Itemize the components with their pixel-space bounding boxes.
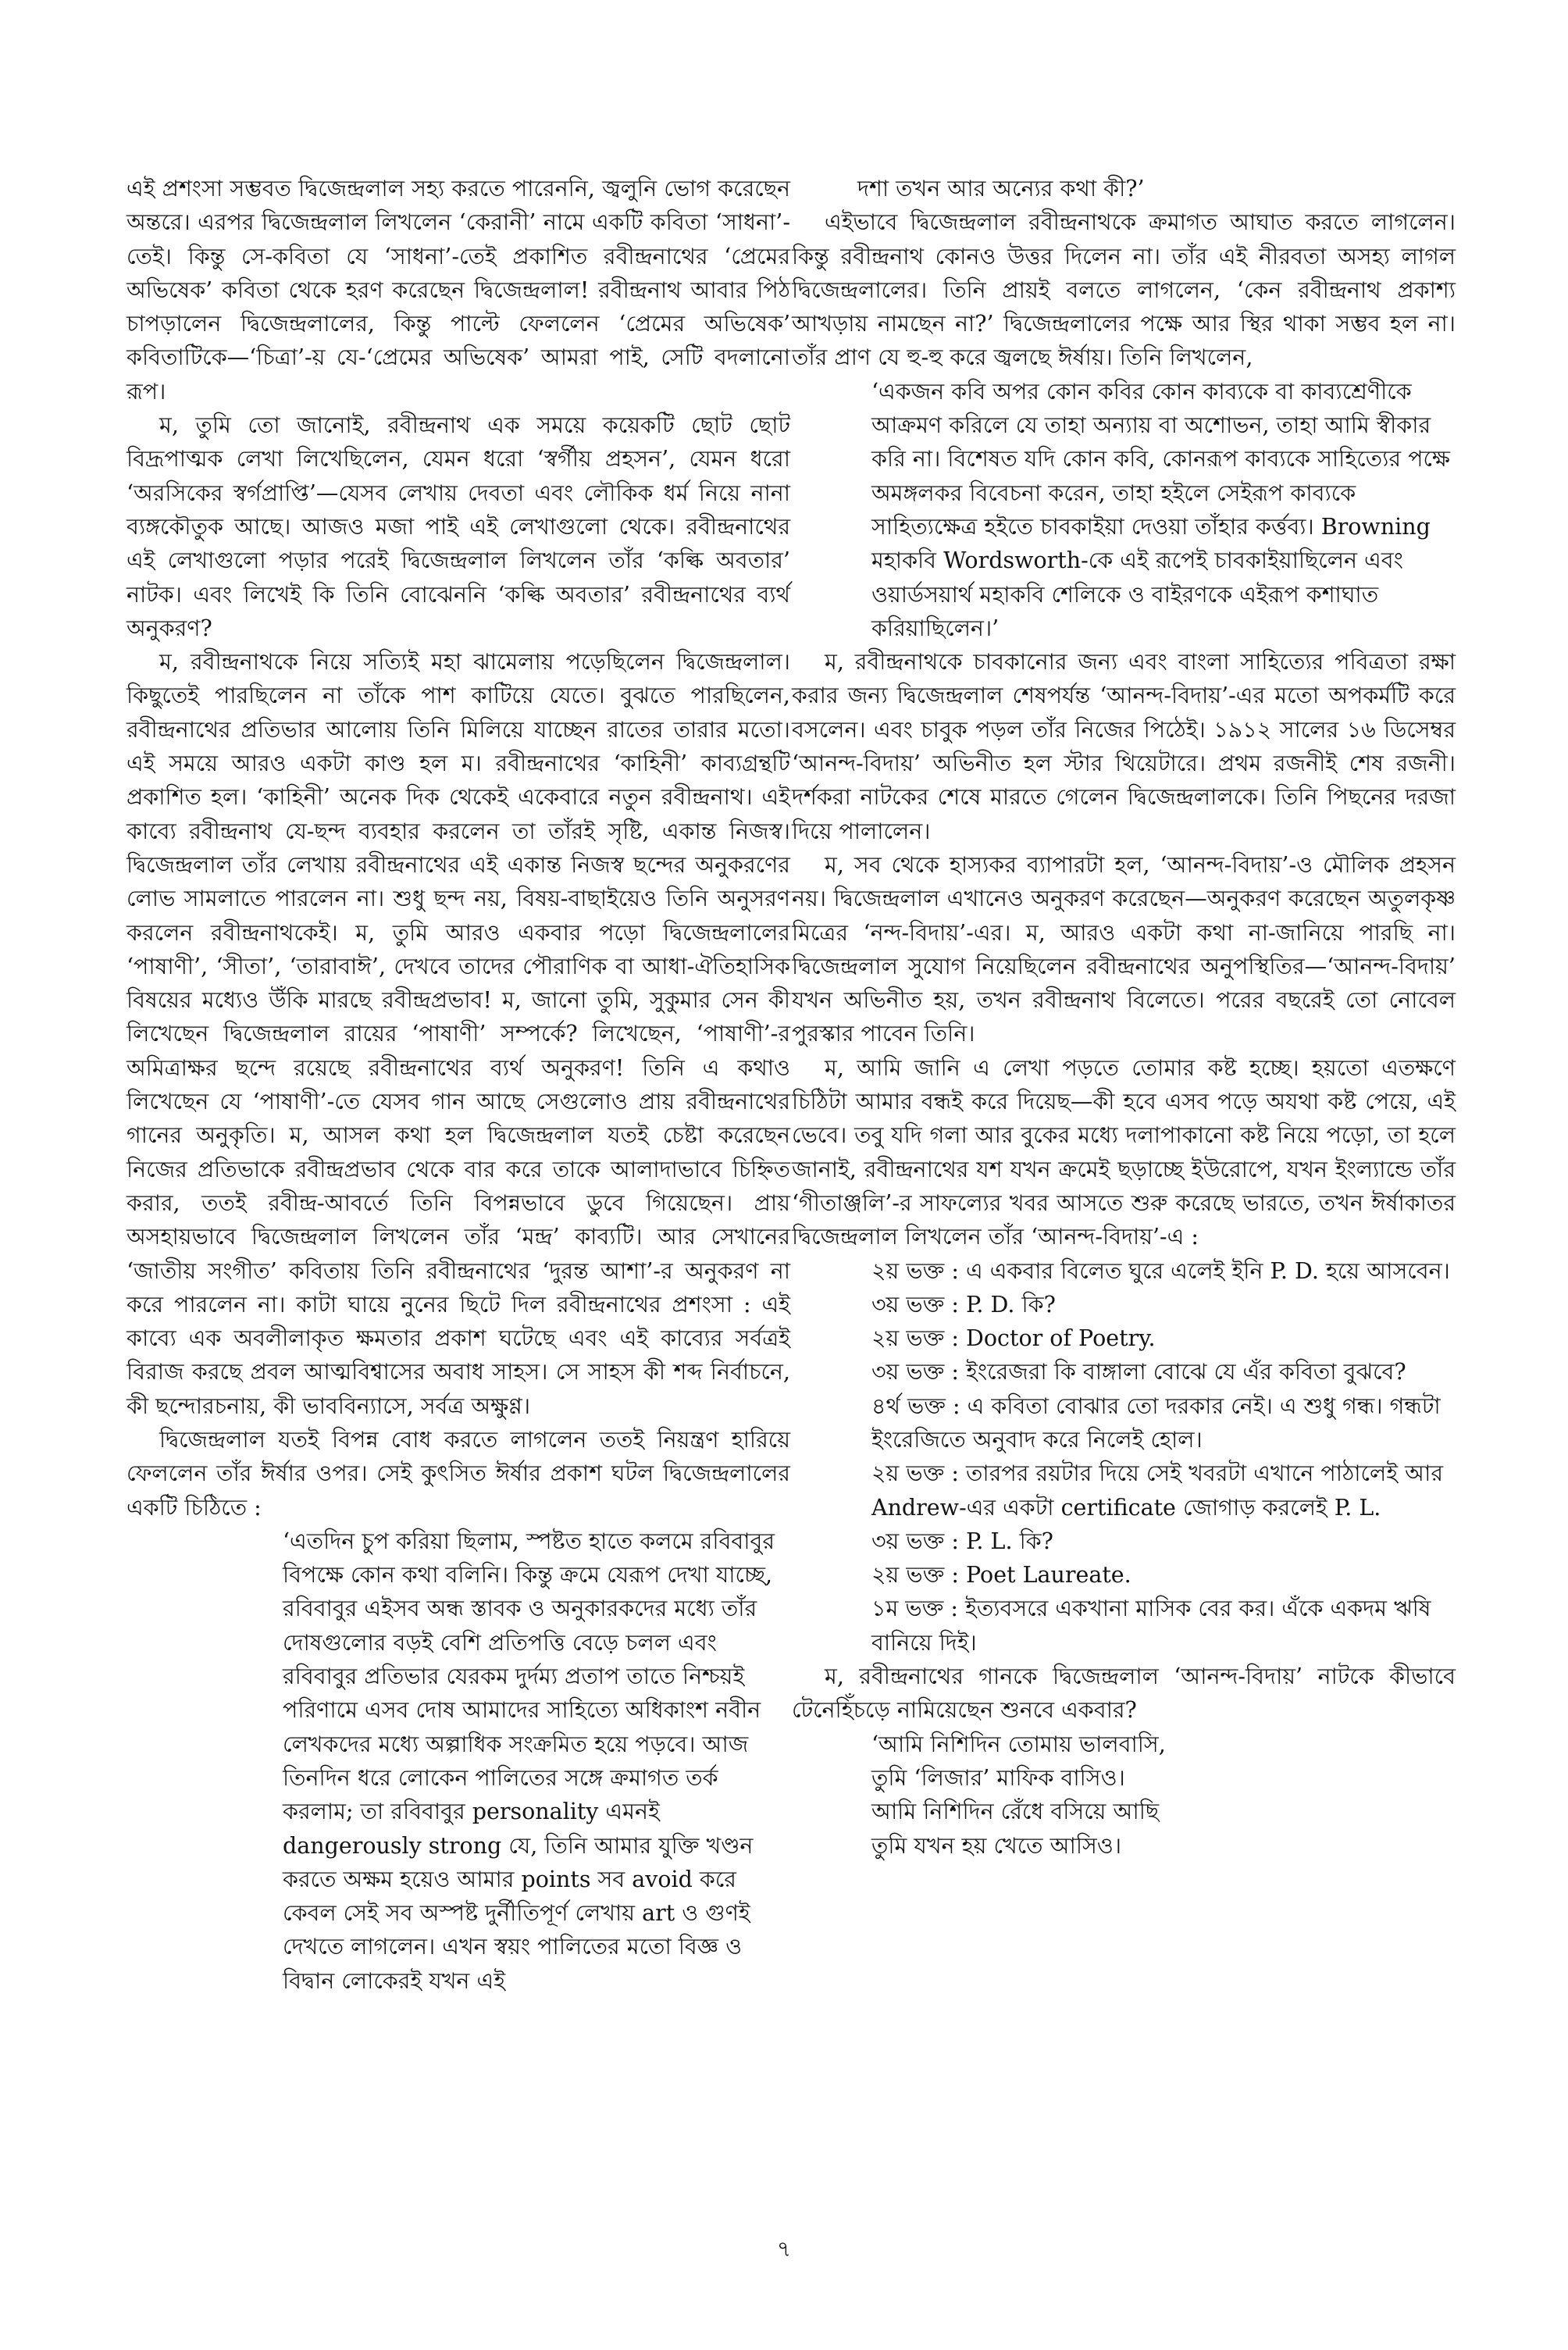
song-parody [871,1728,1456,1863]
paragraph: ম, রবীন্দ্রনাথকে চাবকানোর জন্য এবং বাংলা সাহিত্যের পবিত্রতা রক্ষা করার জন্য দ্বিজেন্দ্রলাল শেষপর্যন্ত ‘আনন্দ-বিদায়’-এর মতো অপকর্মটি করে বসলেন। এবং চাবুক পড়ল তাঁর নিজের পিঠেই। ১৯১২ সালের ১৬ ডিসেম্বর ‘আনন্দ-বিদায়’ অভিনীত হল স্টার থিয়েটারে। প্রথম রজনীই শেষ রজনী। দর্শকরা নাটকের শেষে মারতে গেলেন দ্বিজেন্দ্রলালকে। তিনি পিছনের দরজা দিয়ে পালালেন। [792,649,1456,844]
block-quote-browning: ‘একজন কবি অপর কোন কবির কোন কাব্যকে বা কাব্যশ্রেণীকে আক্রমণ করিলে যে তাহা অন্যায় বা অশোভন, তাহা আমি স্বীকার করি না। বিশেষত যদি কোন কবি, কোনরূপ কাব্যকে সাহিত্যের পক্ষে অমঙ্গলকর বিবেচনা করেন, তাহা হইলে সেইরূপ কাব্যকে সাহিত্যক্ষেত্র হইতে চাবকাইয়া দেওয়া তাঁহার কর্ত্তব্য। Browning মহাকবি Wordsworth-কে এই রূপেই চাবকাইয়াছিলেন এবং ওয়ার্ডসয়ার্থ মহাকবি শেলিকে ও বাইরণকে এইরূপ কশাঘাত করিয়াছিলেন।’ [871,378,1451,641]
paragraph: দ্বিজেন্দ্রলাল যতই বিপন্ন বোধ করতে লাগলেন ততই নিয়ন্ত্রণ হারিয়ে ফেললেন তাঁর ঈর্ষার ওপর। সেই কুৎসিত ঈর্ষার প্রকাশ ঘটল দ্বিজেন্দ্রলালের একটি চিঠিতে : [127,1426,790,1521]
paragraph: এই প্রশংসা সম্ভবত দ্বিজেন্দ্রলাল সহ্য করতে পারেননি, জ্বলুনি ভোগ করেছেন অন্তরে। এরপর দ্বিজেন্দ্রলাল লিখলেন ‘কেরানী’ নামে একটি কবিতা ‘সাধনা’-তেই। কিন্তু সে-কবিতা যে ‘সাধনা’-তেই প্রকাশিত রবীন্দ্রনাথের ‘প্রেমের অভিষেক’ কবিতা থেকে হরণ করেছেন দ্বিজেন্দ্রলাল! রবীন্দ্রনাথ আবার পিঠ চাপড়ালেন দ্বিজেন্দ্রলালের, কিন্তু পাল্টে ফেললেন ‘প্রেমের অভিষেক’ কবিতাটিকে—‘চিত্রা’-য় যে-‘প্রেমের অভিষেক’ আমরা পাই, সেটি বদলানো রূপ। [127,176,790,405]
block-quote-end: দশা তখন আর অন্যের কথা কী?’ [857,176,1145,201]
dialog-line: ২য় ভক্ত : Poet Laureate. [871,1562,1131,1589]
dialog-line: ৩য় ভক্ত : P. D. কি? [871,1291,1056,1318]
poem-line: তুমি ‘লিজার’ মাফিক বাসিও। [871,1764,1125,1791]
left-column [127,172,790,1998]
block-quote-letter: ‘এতদিন চুপ করিয়া ছিলাম, স্পষ্টত হাতে কলমে রবিবাবুর বিপক্ষে কোন কথা বলিনি। কিন্তু ক্রমে যেরূপ দেখা যাচ্ছে, রবিবাবুর এইসব অন্ধ স্তাবক ও অনুকারকদের মধ্যে তাঁর দোষগুলোর বড়ই বেশি প্রতিপত্তি বেড়ে চলল এবং রবিবাবুর প্রতিভার যেরকম দুর্দম্য প্রতাপ তাতে নিশ্চয়ই পরিণামে এসব দোষ আমাদের সাহিত্যে অধিকাংশ নবীন লেখকদের মধ্যে অল্পাধিক সংক্রমিত হয়ে পড়বে। আজ তিনদিন ধরে লোকেন পালিতের সঙ্গে ক্রমাগত তর্ক করলাম; তা রবিবাবুর personality এমনই dangerously strong যে, তিনি আমার যুক্তি খণ্ডন করতে অক্ষম হয়েও আমার points সব avoid করে কেবল সেই সব অস্পষ্ট দুর্নীতিপূর্ণ লেখায় art ও গুণই দেখতে লাগলেন। এখন স্বয়ং পালিতের মতো বিজ্ঞ ও বিদ্বান লোকেরই যখন এই [283,1528,775,1994]
poem-line: ‘আমি নিশিদিন তোমায় ভালবাসি, [871,1731,1166,1757]
page-number: ৭ [776,2236,792,2262]
dialog-line: ২য় ভক্ত : Doctor of Poetry. [871,1325,1156,1352]
right-column [792,172,1456,1863]
dialog-line: ১ম ভক্ত : ইত্যবসরে একখানা মাসিক বের কর। এঁকে একদম ঋষি বানিয়ে দিই। [871,1596,1431,1656]
paragraph: ম, তুমি তো জানোই, রবীন্দ্রনাথ এক সময়ে কয়েকটি ছোট ছোট বিদ্রূপাত্মক লেখা লিখেছিলেন, যেমন ধরো ‘স্বর্গীয় প্রহসন’, যেমন ধরো ‘অরসিকের স্বর্গপ্রাপ্তি’—যেসব লেখায় দেবতা এবং লৌকিক ধর্ম নিয়ে নানা ব্যঙ্গকৌতুক আছে। আজও মজা পাই এই লেখাগুলো থেকে। রবীন্দ্রনাথের এই লেখাগুলো পড়ার পরেই দ্বিজেন্দ্রলাল লিখলেন তাঁর ‘কল্কি অবতার’ নাটক। এবং লিখেই কি তিনি বোঝেননি ‘কল্কি অবতার’ রবীন্দ্রনাথের ব্যর্থ অনুকরণ? [127,412,790,641]
dialog-line: ৩য় ভক্ত : P. L. কি? [871,1528,1053,1554]
poem-line: তুমি যখন হয় খেতে আসিও। [871,1832,1122,1859]
dialog-line: ৪র্থ ভক্ত : এ কবিতা বোঝার তো দরকার নেই। এ শুধু গন্ধ। গন্ধটা ইংরেজিতে অনুবাদ করে নিলেই হোল। [871,1393,1441,1453]
paragraph: ম, সব থেকে হাস্যকর ব্যাপারটা হল, ‘আনন্দ-বিদায়’-ও মৌলিক প্রহসন নয়। দ্বিজেন্দ্রলাল এখানেও অনুকরণ করেছেন—অনুকরণ করেছেন অতুলকৃষ্ণ মিত্রের ‘নন্দ-বিদায়’-এর। ম, আরও একটা কথা না-জানিয়ে পারছি না। দ্বিজেন্দ্রলাল সুযোগ নিয়েছিলেন রবীন্দ্রনাথের অনুপস্থিতির—‘আনন্দ-বিদায়’ যখন অভিনীত হয়, তখন রবীন্দ্রনাথ বিলেতে। পরের বছরেই তো নোবেল পুরস্কার পাবেন তিনি। [792,851,1456,1047]
dialog-line: ২য় ভক্ত : তারপর রয়টার দিয়ে সেই খবরটা এখানে পাঠালেই আর Andrew-এর একটা certificate জোগাড় করলেই P. L. [871,1460,1444,1521]
play-dialog [871,1254,1456,1660]
paragraph: ম, রবীন্দ্রনাথের গানকে দ্বিজেন্দ্রলাল ‘আনন্দ-বিদায়’ নাটকে কীভাবে টেনেহিঁচড়ে নামিয়েছেন শুনবে একবার? [792,1664,1456,1724]
poem-line: আমি নিশিদিন রেঁধে বসিয়ে আছি [871,1799,1160,1825]
dialog-line: ২য় ভক্ত : এ একবার বিলেত ঘুরে এলেই ইনি P. D. হয়ে আসবেন। [871,1257,1450,1284]
paragraph: ম, রবীন্দ্রনাথকে নিয়ে সত্যিই মহা ঝামেলায় পড়েছিলেন দ্বিজেন্দ্রলাল। কিছুতেই পারছিলেন না তাঁকে পাশ কাটিয়ে যেতে। বুঝতে পারছিলেন, রবীন্দ্রনাথের প্রতিভার আলোয় তিনি মিলিয়ে যাচ্ছেন রাতের তারার মতো। এই সময়ে আরও একটা কাণ্ড হল ম। রবীন্দ্রনাথের ‘কাহিনী’ কাব্যগ্রন্থটি প্রকাশিত হল। ‘কাহিনী’ অনেক দিক থেকেই একেবারে নতুন রবীন্দ্রনাথ। এই কাব্যে রবীন্দ্রনাথ যে-ছন্দ ব্যবহার করলেন তা তাঁরই সৃষ্টি, একান্ত নিজস্ব। দ্বিজেন্দ্রলাল তাঁর লেখায় রবীন্দ্রনাথের এই একান্ত নিজস্ব ছন্দের অনুকরণের লোভ সামলাতে পারলেন না। শুধু ছন্দ নয়, বিষয়-বাছাইয়েও তিনি অনুসরণ করলেন রবীন্দ্রনাথকেই। ম, তুমি আরও একবার পড়ো দ্বিজেন্দ্রলালের ‘পাষাণী’, ‘সীতা’, ‘তারাবাঈ’, দেখবে তাদের পৌরাণিক বা আধা-ঐতিহাসিক বিষয়ের মধ্যেও উঁকি মারছে রবীন্দ্রপ্রভাব! ম, জানো তুমি, সুকুমার সেন কী লিখেছেন দ্বিজেন্দ্রলাল রায়ের ‘পাষাণী’ সম্পর্কে? লিখেছেন, ‘পাষাণী’-র অমিত্রাক্ষর ছন্দে রয়েছে রবীন্দ্রনাথের ব্যর্থ অনুকরণ! তিনি এ কথাও লিখেছেন যে ‘পাষাণী’-তে যেসব গান আছে সেগুলোও প্রায় রবীন্দ্রনাথের গানের অনুকৃতি। ম, আসল কথা হল দ্বিজেন্দ্রলাল যতই চেষ্টা করেছেন নিজের প্রতিভাকে রবীন্দ্রপ্রভাব থেকে বার করে তাকে আলাদাভাবে চিহ্নিত করার, ততই রবীন্দ্র-আবর্তে তিনি বিপন্নভাবে ডুবে গিয়েছেন। প্রায় অসহায়ভাবে দ্বিজেন্দ্রলাল লিখলেন তাঁর ‘মন্দ্র’ কাব্যটি। আর সেখানের ‘জাতীয় সংগীত’ কবিতায় তিনি রবীন্দ্রনাথের ‘দুরন্ত আশা’-র অনুকরণ না করে পারলেন না। কাটা ঘায়ে নুনের ছিটে দিল রবীন্দ্রনাথের প্রশংসা : এই কাব্যে এক অবলীলাকৃত ক্ষমতার প্রকাশ ঘটেছে এবং এই কাব্যের সর্বত্রই বিরাজ করছে প্রবল আত্মবিশ্বাসের অবাধ সাহস। সে সাহস কী শব্দ নির্বাচনে, কী ছন্দোরচনায়, কী ভাববিন্যাসে, সর্বত্র অক্ষুণ্ণ। [127,649,790,1419]
paragraph: এইভাবে দ্বিজেন্দ্রলাল রবীন্দ্রনাথকে ক্রমাগত আঘাত করতে লাগলেন। কিন্তু রবীন্দ্রনাথ কোনও উত্তর দিলেন না। তাঁর এই নীরবতা অসহ্য লাগল দ্বিজেন্দ্রলালের। তিনি প্রায়ই বলতে লাগলেন, ‘কেন রবীন্দ্রনাথ প্রকাশ্য আখড়ায় নামছেন না?’ দ্বিজেন্দ্রলালের পক্ষে আর স্থির থাকা সম্ভব হল না। তাঁর প্রাণ যে হু-হু করে জ্বলছে ঈর্ষায়। তিনি লিখলেন, [792,209,1456,371]
paragraph: ম, আমি জানি এ লেখা পড়তে তোমার কষ্ট হচ্ছে। হয়তো এতক্ষণে চিঠিটা আমার বন্ধই করে দিয়েছ—কী হবে এসব পড়ে অযথা কষ্ট পেয়ে, এই ভেবে। তবু যদি গলা আর বুকের মধ্যে দলাপাকানো কষ্ট নিয়ে পড়ো, তা হলে জানাই, রবীন্দ্রনাথের যশ যখন ক্রমেই ছড়াচ্ছে ইউরোপে, যখন ইংল্যান্ডে তাঁর ‘গীতাঞ্জলি’-র সাফল্যের খবর আসতে শুরু করেছে ভারতে, তখন ঈর্ষাকাতর দ্বিজেন্দ্রলাল লিখলেন তাঁর ‘আনন্দ-বিদায়’-এ : [792,1054,1456,1250]
dialog-line: ৩য় ভক্ত : ইংরেজরা কি বাঙ্গালা বোঝে যে এঁর কবিতা বুঝবে? [871,1359,1406,1385]
